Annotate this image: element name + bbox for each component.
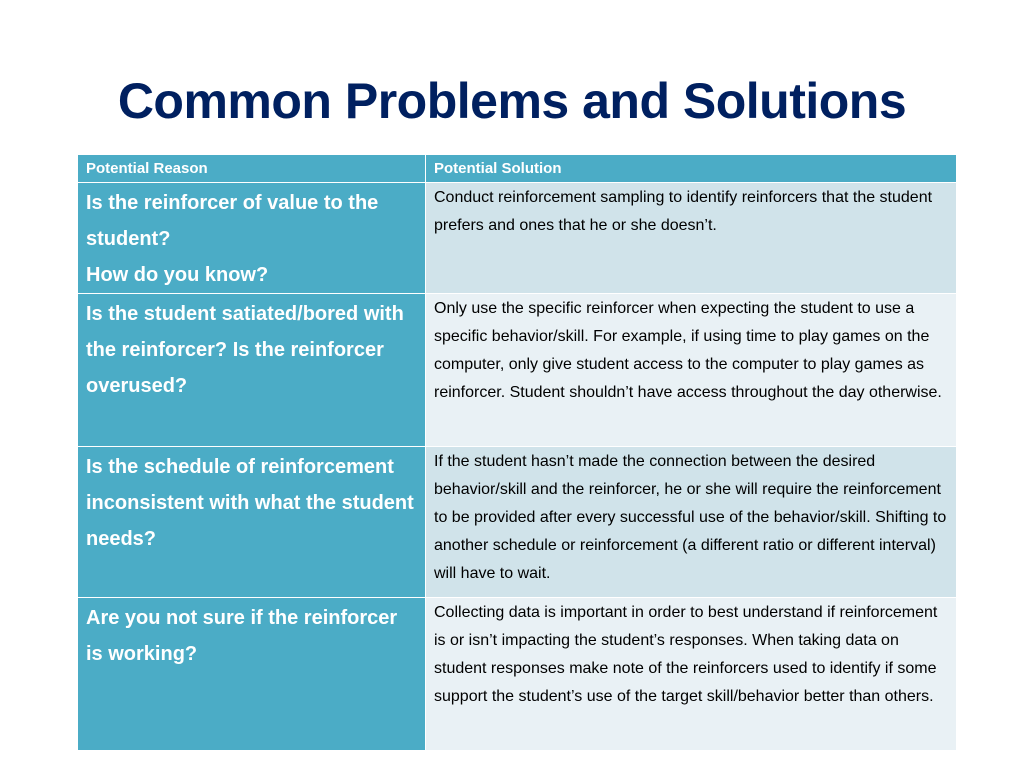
table-row [78, 598, 957, 751]
reason-cell [78, 447, 426, 598]
header-potential-reason: Potential Reason [78, 155, 426, 183]
solution-cell: Conduct reinforcement sampling to identify reinforcers that the student prefers and ones that he or she doesn’t. [426, 183, 957, 294]
table-row [78, 183, 957, 294]
table-row [78, 447, 957, 598]
problems-solutions-table [77, 154, 957, 751]
table-header-row [78, 155, 957, 183]
reason-cell [78, 183, 426, 294]
reason-text: How do you know? [86, 264, 269, 286]
reason-text: Is the reinforcer of value to the student? [86, 192, 379, 250]
solution-cell: If the student hasn’t made the connection between the desired behavior/skill and the reinforcer, he or she will require the reinforcement to be provided after every successful use of the behavior/skill. Shifting to another schedule or reinforcement (a different ratio or different interval) will have to wait. [426, 447, 957, 598]
reason-text: Are you not sure if the reinforcer is working? [86, 607, 398, 665]
header-potential-solution: Potential Solution [426, 155, 957, 183]
table-row [78, 294, 957, 447]
slide-title: Common Problems and Solutions [117, 73, 907, 129]
reason-text: Is the schedule of reinforcement inconsistent with what the student needs? [86, 456, 414, 550]
solution-cell: Collecting data is important in order to best understand if reinforcement is or isn’t impacting the student’s responses. When taking data on student responses make note of the reinforcers used to identify if some support the student’s use of the target skill/behavior better than others. [426, 598, 957, 751]
solution-cell: Only use the specific reinforcer when expecting the student to use a specific behavior/skill. For example, if using time to play games on the computer, only give student access to the computer to play games as reinforcer. Student shouldn’t have access throughout the day otherwise. [426, 294, 957, 447]
reason-text: Is the student satiated/bored with the reinforcer? Is the reinforcer overused? [86, 303, 404, 397]
reason-cell [78, 294, 426, 447]
reason-cell [78, 598, 426, 751]
